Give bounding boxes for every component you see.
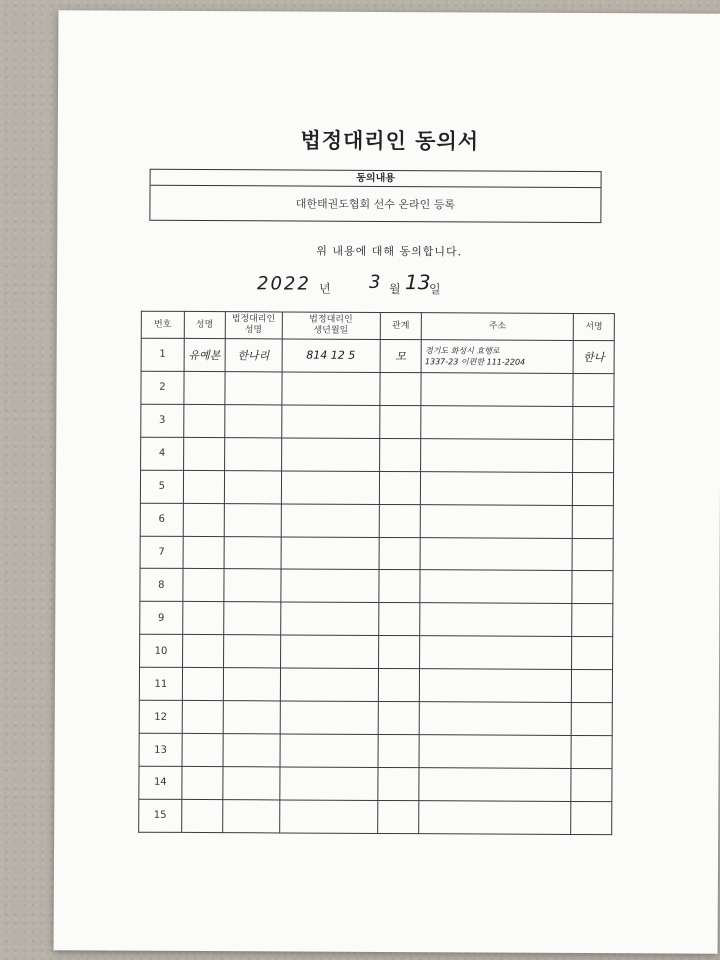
cell-signature (572, 538, 613, 571)
cell-signature (573, 472, 614, 505)
row-number: 7 (140, 536, 183, 569)
date-month-label: 월 (388, 282, 401, 297)
cell-address (421, 471, 573, 505)
address-line (423, 652, 571, 653)
agreement-statement: 위 내용에 대해 동의합니다. (316, 244, 463, 259)
cell-address (421, 373, 573, 407)
cell-address (420, 537, 572, 571)
cell-guardian-name (223, 668, 280, 701)
cell-guardian-birth (280, 635, 378, 668)
address-line (423, 784, 571, 785)
cell-guardian-birth (279, 767, 377, 800)
address-line (423, 817, 571, 818)
address-line (423, 817, 571, 818)
table-row (139, 733, 612, 768)
cell-relation (378, 702, 420, 735)
row-number: 3 (141, 404, 184, 437)
table-row (140, 503, 613, 538)
address-line (423, 685, 571, 686)
address-line (423, 751, 571, 752)
document-title: 법정대리인 동의서 (300, 128, 480, 154)
cell-guardian-name (224, 503, 281, 536)
address-line (423, 685, 571, 686)
cell-guardian-name (223, 635, 280, 668)
cell-guardian-birth (282, 372, 380, 405)
cell-signature (572, 604, 613, 637)
cell-address (421, 406, 573, 440)
cell-address (421, 340, 573, 374)
cell-address (420, 636, 572, 670)
cell-relation (379, 471, 421, 504)
header-guardian-name: 법정대리인 성명 (225, 312, 282, 339)
row-number: 15 (139, 799, 182, 832)
address-line (424, 455, 572, 456)
row-number: 1 (141, 338, 184, 371)
address-line (423, 718, 571, 719)
cell-guardian-birth (281, 405, 379, 438)
cell-name (184, 371, 225, 404)
table-row (141, 371, 614, 406)
cell-name (183, 503, 224, 536)
cell-guardian-name (222, 767, 279, 800)
row-number: 4 (141, 437, 184, 470)
cell-guardian-name (224, 372, 281, 405)
row-number: 11 (139, 667, 182, 700)
cell-name (183, 602, 224, 635)
cell-signature: 한나 (573, 340, 614, 373)
date-year: 2022 (256, 273, 311, 295)
address-line (423, 718, 571, 719)
cell-relation (379, 537, 421, 570)
table-row (140, 634, 613, 669)
cell-signature (573, 406, 614, 439)
row-number: 8 (140, 569, 183, 602)
cell-signature (573, 439, 614, 472)
row-number: 6 (140, 503, 183, 536)
cell-guardian-birth (281, 471, 379, 504)
cell-guardian-name (223, 701, 280, 734)
cell-guardian-name (224, 536, 281, 569)
cell-address (419, 801, 571, 835)
cell-guardian-name (223, 569, 280, 602)
cell-guardian-birth (281, 536, 379, 569)
cell-address (420, 570, 572, 604)
cell-address (421, 504, 573, 538)
table-row (139, 667, 612, 702)
cell-address (421, 438, 573, 472)
cell-guardian-birth (281, 438, 379, 471)
header-name: 성명 (184, 311, 225, 338)
address-line (424, 620, 572, 621)
cell-guardian-name (224, 404, 281, 437)
table-row (140, 536, 613, 571)
consent-header: 동의내용 (151, 170, 601, 188)
cell-relation (379, 372, 421, 405)
cell-signature (572, 670, 613, 703)
address-line (425, 422, 573, 423)
address-line (424, 521, 572, 522)
cell-guardian-name (224, 437, 281, 470)
cell-signature (571, 768, 612, 801)
consent-content-box (149, 169, 601, 223)
cell-signature (571, 703, 612, 736)
cell-name (182, 635, 223, 668)
address-line (424, 587, 572, 588)
table-row (140, 470, 613, 505)
cell-signature (571, 736, 612, 769)
cell-name: 유예본 (184, 338, 225, 371)
table-row (139, 766, 612, 801)
date-line (57, 270, 720, 303)
header-number: 번호 (141, 311, 184, 338)
address-line (425, 389, 573, 390)
cell-guardian-birth (279, 800, 377, 834)
cell-guardian-birth (280, 668, 378, 701)
cell-name (182, 766, 223, 799)
row-number: 9 (140, 602, 183, 635)
cell-guardian-birth (281, 504, 379, 537)
cell-relation (379, 438, 421, 471)
cell-guardian-name (224, 470, 281, 503)
address-line: 경기도 화성시 효행로 (424, 346, 500, 356)
cell-signature (573, 373, 614, 406)
row-number: 5 (140, 470, 183, 503)
cell-name (183, 437, 224, 470)
cell-name (182, 733, 223, 766)
cell-relation (377, 767, 419, 800)
cell-relation (379, 405, 421, 438)
cell-address (419, 768, 571, 802)
cell-name (183, 569, 224, 602)
row-number: 12 (139, 700, 182, 733)
cell-signature (571, 801, 612, 834)
cell-relation (378, 636, 420, 669)
cell-signature (572, 571, 613, 604)
cell-relation (378, 570, 420, 603)
cell-address (420, 603, 572, 637)
cell-name (182, 668, 223, 701)
table-row (141, 404, 614, 439)
cell-relation (378, 735, 420, 768)
cell-guardian-name (222, 800, 279, 833)
table-row (140, 602, 613, 637)
guardian-table (138, 311, 615, 835)
cell-relation (379, 504, 421, 537)
address-line (424, 488, 572, 489)
cell-name (184, 404, 225, 437)
address-line (423, 751, 571, 752)
row-number: 2 (141, 371, 184, 404)
table-row (141, 338, 614, 373)
cell-signature (572, 505, 613, 538)
cell-name (182, 701, 223, 734)
header-relation: 관계 (380, 312, 422, 339)
date-month: 3 (368, 271, 381, 293)
cell-name (181, 799, 222, 832)
address-line (424, 554, 572, 555)
address-line (424, 587, 572, 588)
address-line (424, 620, 572, 621)
address-line (424, 488, 572, 489)
table-row (141, 437, 614, 472)
cell-relation (377, 800, 419, 833)
cell-address (419, 702, 571, 736)
address-line (423, 652, 571, 653)
address-line (424, 455, 572, 456)
row-number: 14 (139, 766, 182, 799)
header-signature: 서명 (573, 313, 614, 340)
cell-guardian-birth (281, 569, 379, 602)
address-line (423, 784, 571, 785)
cell-address (419, 735, 571, 769)
date-day: 13 (404, 270, 431, 295)
table-row (140, 569, 613, 604)
date-year-label: 년 (318, 281, 331, 296)
address-line (425, 422, 573, 423)
cell-guardian-birth: 814 12 5 (282, 339, 380, 372)
table-row (139, 799, 612, 835)
cell-signature (572, 637, 613, 670)
address-line (424, 554, 572, 555)
cell-name (183, 536, 224, 569)
cell-name (183, 470, 224, 503)
cell-guardian-birth (280, 602, 378, 635)
cell-relation (378, 669, 420, 702)
row-number: 13 (139, 733, 182, 766)
row-number: 10 (140, 634, 183, 667)
consent-body: 대한태권도협회 선수 온라인 등록 (295, 197, 456, 212)
cell-guardian-name (223, 734, 280, 767)
consent-form-paper (54, 10, 720, 953)
address-line (424, 521, 572, 522)
address-line (425, 389, 573, 390)
cell-address (420, 669, 572, 703)
cell-guardian-name (223, 602, 280, 635)
cell-relation: 모 (380, 339, 422, 372)
cell-guardian-name: 한나리 (225, 339, 282, 372)
address-line: 1337-23 이편한 111-2204 (424, 357, 526, 367)
cell-relation (378, 603, 420, 636)
cell-guardian-birth (280, 734, 378, 767)
cell-guardian-birth (280, 701, 378, 734)
header-address: 주소 (422, 313, 574, 341)
table-header-row (141, 311, 614, 340)
table-row (139, 700, 612, 735)
header-guardian-birth: 법정대리인 생년월일 (282, 312, 380, 340)
date-day-label: 일 (428, 282, 441, 297)
